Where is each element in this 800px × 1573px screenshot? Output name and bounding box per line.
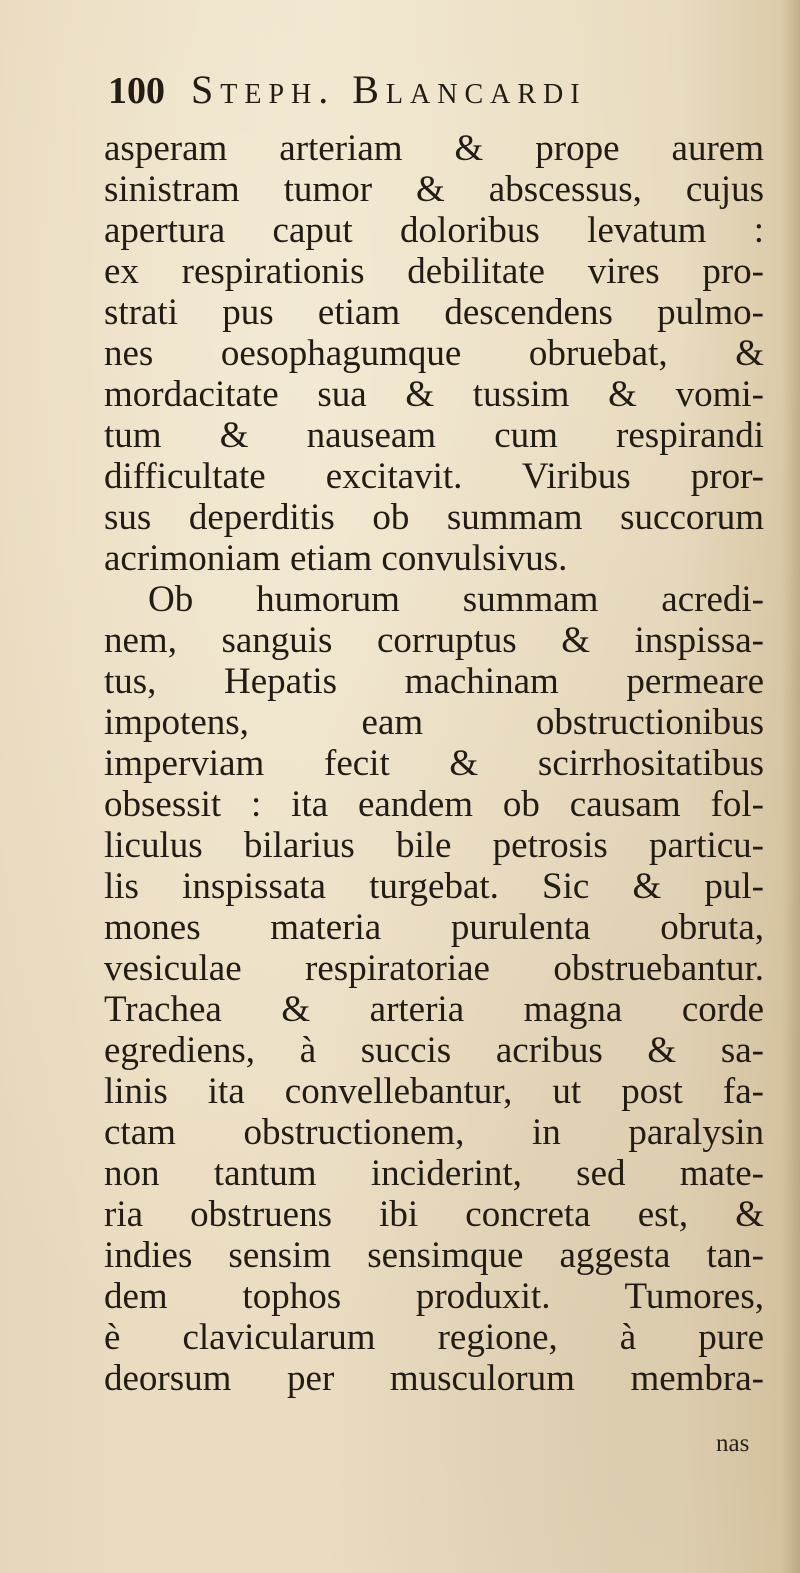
text-line: vesiculae respiratoriae obstruebantur. xyxy=(104,948,764,989)
text-line: asperam arteriam & prope aurem xyxy=(104,128,764,169)
text-line: nes oesophagumque obruebat, & xyxy=(104,333,764,374)
text-line: deorsum per musculorum membra- xyxy=(104,1358,764,1399)
text-line: sus deperditis ob summam succorum xyxy=(104,497,764,538)
text-line: nem, sanguis corruptus & inspissa- xyxy=(104,620,764,661)
catchword: nas xyxy=(716,1430,750,1457)
paragraph-start-line: Ob humorum summam acredi- xyxy=(148,579,764,620)
text-line: dem tophos produxit. Tumores, xyxy=(104,1276,764,1317)
text-line: ex respirationis debilitate vires pro- xyxy=(104,251,764,292)
text-line: ctam obstructionem, in paralysin xyxy=(104,1112,764,1153)
text-line: imperviam fecit & scirrhositatibus xyxy=(104,743,764,784)
page-number: 100 xyxy=(108,70,165,112)
text-line: tum & nauseam cum respirandi xyxy=(104,415,764,456)
text-line: linis ita convellebantur, ut post fa- xyxy=(104,1071,764,1112)
page-header xyxy=(108,66,748,124)
text-line: strati pus etiam descendens pulmo- xyxy=(104,292,764,333)
text-line: tus, Hepatis machinam permeare xyxy=(104,661,764,702)
text-line: impotens, eam obstructionibus xyxy=(104,702,764,743)
text-line: egrediens, à succis acribus & sa- xyxy=(104,1030,764,1071)
text-line: indies sensim sensimque aggesta tan- xyxy=(104,1235,764,1276)
text-line: non tantum inciderint, sed mate- xyxy=(104,1153,764,1194)
body-text xyxy=(104,128,764,1399)
running-head: Steph. Blancardi xyxy=(191,67,587,112)
text-line: mones materia purulenta obruta, xyxy=(104,907,764,948)
text-line: obsessit : ita eandem ob causam fol- xyxy=(104,784,764,825)
text-line: apertura caput doloribus levatum : xyxy=(104,210,764,251)
text-line: ria obstruens ibi concreta est, & xyxy=(104,1194,764,1235)
text-line: Trachea & arteria magna corde xyxy=(104,989,764,1030)
text-line: sinistram tumor & abscessus, cujus xyxy=(104,169,764,210)
text-line: liculus bilarius bile petrosis particu- xyxy=(104,825,764,866)
text-line: mordacitate sua & tussim & vomi- xyxy=(104,374,764,415)
page-gutter-shadow xyxy=(782,0,800,1573)
text-line: lis inspissata turgebat. Sic & pul- xyxy=(104,866,764,907)
text-line: acrimoniam etiam convulsivus. xyxy=(104,538,568,579)
text-line: difficultate excitavit. Viribus pror- xyxy=(104,456,764,497)
text-line: è clavicularum regione, à pure xyxy=(104,1317,764,1358)
